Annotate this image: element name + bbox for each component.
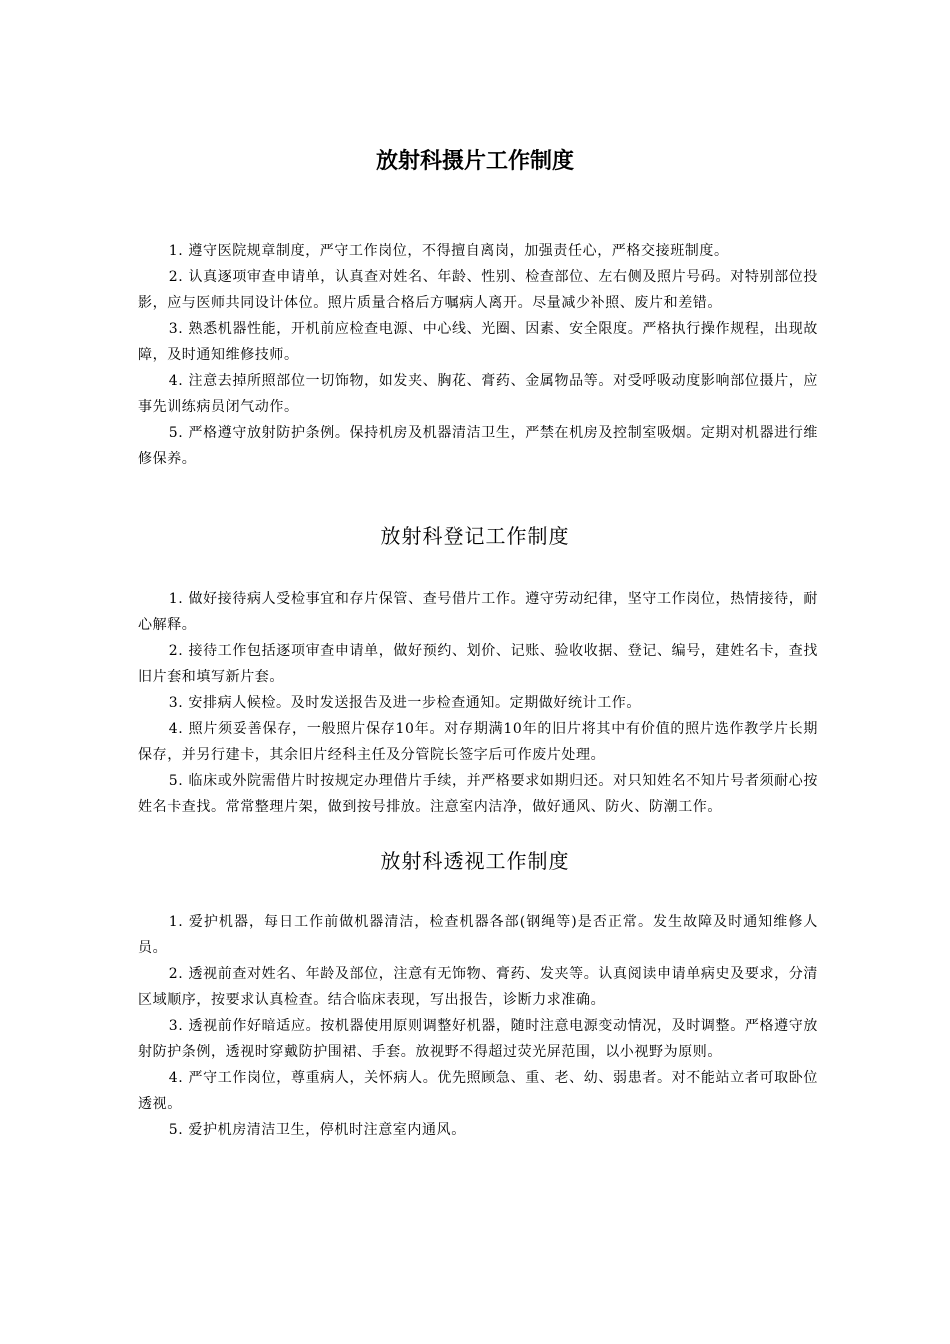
rule-item: 3. 透视前作好暗适应。按机器使用原则调整好机器，随时注意电源变动情况，及时调整。严格遵守放射防护条例，透视时穿戴防护围裙、手套。放视野不得超过荧光屏范围，以小视野为原则。 [138, 1018, 818, 1060]
rule-item: 2. 透视前查对姓名、年龄及部位，注意有无饰物、膏药、发夹等。认真阅读申请单病史及要求，分清区域顺序，按要求认真检查。结合临床表现，写出报告，诊断力求准确。 [138, 966, 818, 1008]
section-body-fluoroscopy [138, 909, 818, 1143]
rule-item: 2. 认真逐项审查申请单，认真查对姓名、年龄、性别、检查部位、左右侧及照片号码。对特别部位投影，应与医师共同设计体位。照片质量合格后方嘱病人离开。尽量减少补照、废片和差错。 [138, 269, 818, 311]
section-title-radiography: 放射科摄片工作制度 [375, 149, 574, 174]
rule-item: 1. 做好接待病人受检事宜和存片保管、查号借片工作。遵守劳动纪律，坚守工作岗位，热情接待，耐心解释。 [138, 591, 818, 633]
rule-item: 4. 严守工作岗位，尊重病人，关怀病人。优先照顾急、重、老、幼、弱患者。对不能站立者可取卧位透视。 [138, 1070, 818, 1112]
rule-item: 1. 爱护机器，每日工作前做机器清洁，检查机器各部(钢绳等)是否正常。发生故障及时通知维修人员。 [138, 914, 818, 956]
section-body-radiography [138, 238, 818, 472]
rule-item: 5. 爱护机房清洁卫生，停机时注意室内通风。 [168, 1122, 466, 1138]
rule-item: 1. 遵守医院规章制度，严守工作岗位，不得擅自离岗，加强责任心，严格交接班制度。 [168, 243, 729, 259]
rule-item: 4. 注意去掉所照部位一切饰物，如发夹、胸花、膏药、金属物品等。对受呼吸动度影响部位摄片，应事先训练病员闭气动作。 [138, 373, 818, 415]
section-title-registration: 放射科登记工作制度 [380, 524, 570, 548]
section-title-fluoroscopy: 放射科透视工作制度 [380, 849, 570, 873]
rule-item: 2. 接待工作包括逐项审查申请单，做好预约、划价、记账、验收收据、登记、编号，建姓名卡，查找旧片套和填写新片套。 [138, 643, 818, 685]
rule-item: 5. 严格遵守放射防护条例。保持机房及机器清洁卫生，严禁在机房及控制室吸烟。定期对机器进行维修保养。 [138, 425, 818, 467]
rule-item: 3. 安排病人候检。及时发送报告及进一步检查通知。定期做好统计工作。 [168, 695, 642, 711]
rule-item: 3. 熟悉机器性能，开机前应检查电源、中心线、光圈、因素、安全限度。严格执行操作规程，出现故障，及时通知维修技师。 [138, 321, 818, 363]
section-body-registration [138, 586, 818, 820]
rule-item: 5. 临床或外院需借片时按规定办理借片手续，并严格要求如期归还。对只知姓名不知片号者须耐心按姓名卡查找。常常整理片架，做到按号排放。注意室内洁净，做好通风、防火、防潮工作。 [138, 773, 818, 815]
rule-item: 4. 照片须妥善保存，一般照片保存10年。对存期满10年的旧片将其中有价值的照片选作教学片长期保存，并另行建卡，其余旧片经科主任及分管院长签字后可作废片处理。 [138, 721, 818, 763]
